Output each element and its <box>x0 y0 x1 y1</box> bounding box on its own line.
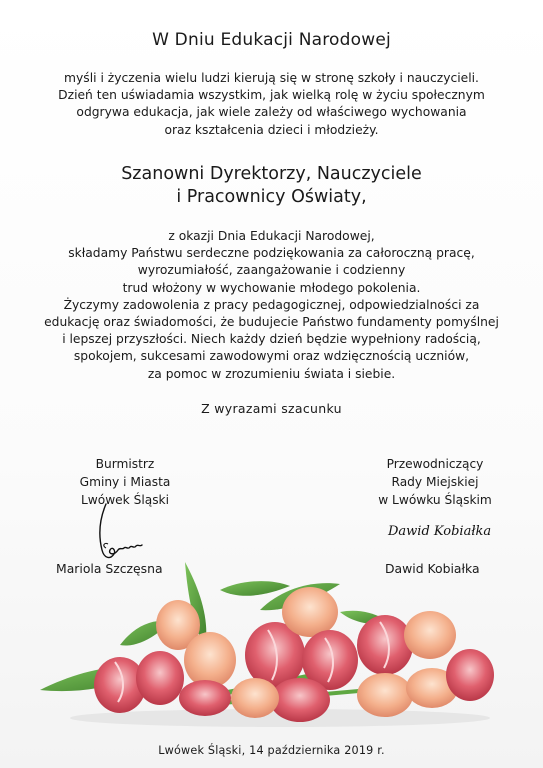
body-line: Życzymy zadowolenia z pracy pedagogicznej, odpowiedzialności za <box>63 297 480 312</box>
intro-line: myśli i życzenia wielu ludzi kierują się w stronę szkoły i nauczycieli. <box>64 71 479 85</box>
intro-line: Dzień ten uświadamia wszystkim, jak wielką rolę w życiu społecznym <box>58 88 485 103</box>
closing-phrase: Z wyrazami szacunku <box>201 401 342 416</box>
body-line: trud włożony w wychowanie młodego pokolenia. <box>122 280 421 295</box>
body-line: i lepszej przyszłości. Niech każdy dzień będzie wypełniony radością, <box>62 332 481 347</box>
body-line: składamy Państwu serdeczne podziękowania za całoroczną pracę, <box>68 246 475 261</box>
greeting-line: i Pracownicy Oświaty, <box>176 187 367 207</box>
body-line: edukację oraz świadomości, że budujecie Państwo fundamenty pomyślnej <box>44 315 499 330</box>
role-line: w Lwówku Śląskim <box>378 492 492 507</box>
signature-text: Dawid Kobiałka <box>388 524 492 539</box>
role-line: Lwówek Śląski <box>81 492 169 507</box>
intro-line: odgrywa edukacja, jak wiele zależy od właściwego wychowania <box>76 105 467 120</box>
wishes-paragraph <box>10 228 533 383</box>
handwritten-signature-right <box>386 515 496 545</box>
role-line: Burmistrz <box>95 457 155 471</box>
intro-line: oraz kształcenia dzieci i młodzieży. <box>164 122 379 137</box>
document-title: W Dniu Edukacji Narodowej <box>152 30 391 50</box>
body-line: spokojem, sukcesami zawodowymi oraz wdzięcznością uczniów, <box>73 349 470 364</box>
body-line: za pomoc w zrozumieniu świata i siebie. <box>147 366 396 381</box>
body-line: wyrozumiałość, zaangażowanie i codzienny <box>137 263 406 278</box>
signatory-left-name: Mariola Szczęsna <box>56 561 163 576</box>
role-line: Gminy i Miasta <box>79 474 171 489</box>
body-line: z okazji Dnia Edukacji Narodowej, <box>168 229 375 243</box>
greeting-heading <box>0 163 543 209</box>
intro-paragraph <box>20 70 523 139</box>
role-line: Przewodniczący <box>386 457 484 471</box>
signatory-right-role <box>350 456 520 509</box>
tulip-bouquet-illustration <box>40 550 500 730</box>
role-line: Rady Miejskiej <box>391 474 479 489</box>
signatory-right-name: Dawid Kobiałka <box>385 561 480 576</box>
place-and-date: Lwówek Śląski, 14 października 2019 r. <box>158 744 385 757</box>
greeting-line: Szanowni Dyrektorzy, Nauczyciele <box>121 164 422 184</box>
